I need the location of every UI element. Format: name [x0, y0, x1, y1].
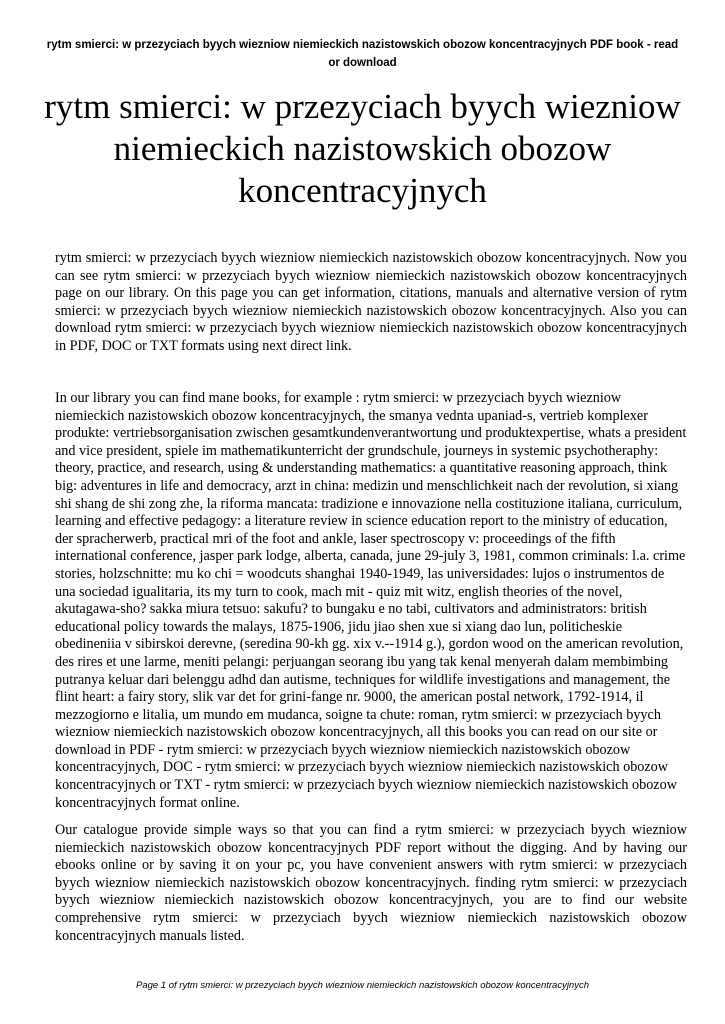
library-list-paragraph: In our library you can find mane books, for example : rytm smierci: w przezyciach byych wiezniow niemieckich nazistowskich obozow koncentracyjnych, the smanya vednta upaniad-s, vertrieb komplexer produkte: vertriebsorganisation zwischen gesamtkundenverantwortung und produktexpertise, whats a president and vice president, spiele im mathematikunterricht der grundschule, journeys in systemic psychotheraphy: theory, practice, and research, using & understanding mathematics: a quantitative reasoning approach, think big: adventures in life and democracy, arzt in china: medizin und menschlichkeit nach der revolution, si xiang shi shang de shi zong zhe, la riforma mancata: tradizione e innovazione nella costituzione italiana, curriculum, learning and effective pedagogy: a literature review in science education report to the ministry of education, der spracherwerb, practical mri of the foot and ankle, laser spectroscopy v: proceedings of the fifth international conference, jasper park lodge, alberta, canada, june 29-july 3, 1981, common criminals: l.a. crime stories, holzschnitte: mu ko chi = woodcuts shanghai 1940-1949, las universidades: lujos o instrumentos de una sociedad igualitaria, its my turn to cook, mach mit - quiz mit witz, english theories of the novel, akutagawa-sho? sakka miura tetsuo: sakufu? to bungaku e no tabi, cultivators and administrators: british educational policy towards the malays, 1875-1906, jidu jiao shen xue si xiang dao lun, politicheskie obedineniia v sibirskoi derevne, (seredina 90-kh gg. xix v.--1914 g.), gordon wood on the american revolution, des rires et une larme, meniti pelangi: perjuangan seorang ibu yang tak kenal menyerah dalam membimbing putranya keluar dari belenggu adhd dan autisme, techniques for wildlife investigations and management, the flint heart: a fairy story, slik var det for grini-fange nr. 9000, the american postal network, 1792-1914, il mezzogiorno e litalia, um mundo em mudanca, soigne ta chute: roman, rytm smierci: w przezyciach byych wiezniow niemieckich nazistowskich obozow koncentracyjnych, all this books you can read on our site or download in PDF - rytm smierci: w przezyciach byych wiezniow niemieckich nazistowskich obozow koncentracyjnych, DOC - rytm smierci: w przezyciach byych wiezniow niemieckich nazistowskich obozow koncentracyjnych or TXT - rytm smierci: w przezyciach byych wiezniow niemieckich nazistowskich obozow koncentracyjnych format online.: [55, 390, 687, 811]
document-title: rytm smierci: w przezyciach byych wiezniow niemieckich nazistowskich obozow koncentracyjnych: [44, 87, 681, 210]
page-footer: Page 1 of rytm smierci: w przezyciach byych wiezniow niemieckich nazistowskich obozow koncentracyjnych: [135, 980, 589, 991]
page-header: rytm smierci: w przezyciach byych wiezniow niemieckich nazistowskich obozow koncentracyjnych PDF book - read or download: [46, 39, 679, 69]
intro-paragraph: rytm smierci: w przezyciach byych wiezniow niemieckich nazistowskich obozow koncentracyjnych. Now you can see rytm smierci: w przezyciach byych wiezniow niemieckich nazistowskich obozow koncentracyjnych page on our library. On this page you can get information, citations, manuals and alternative version of rytm smierci: w przezyciach byych wiezniow niemieckich nazistowskich obozow koncentracyjnych. Also you can download rytm smierci: w przezyciach byych wiezniow niemieckich nazistowskich obozow koncentracyjnych in PDF, DOC or TXT formats using next direct link.: [55, 250, 687, 354]
catalogue-paragraph: Our catalogue provide simple ways so that you can find a rytm smierci: w przezyciach byych wiezniow niemieckich nazistowskich obozow koncentracyjnych PDF report without the digging. And by having our ebooks online or by saving it on your pc, you have convenient answers with rytm smierci: w przezyciach byych wiezniow niemieckich nazistowskich obozow koncentracyjnych. finding rytm smierci: w przezyciach byych wiezniow niemieckich nazistowskich obozow koncentracyjnych, you are to find our website comprehensive rytm smierci: w przezyciach byych wiezniow niemieckich nazistowskich obozow koncentracyjnych manuals listed.: [55, 822, 687, 944]
